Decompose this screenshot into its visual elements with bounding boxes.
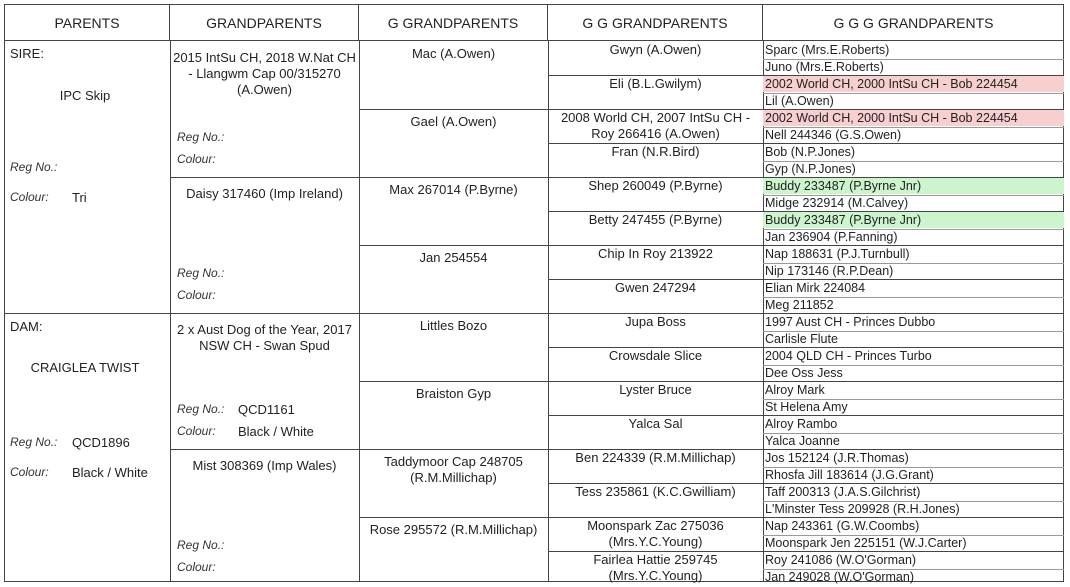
ggg-grandparent: 2004 QLD CH - Princes Turbo: [765, 349, 932, 363]
gg-grandparent: Shep 260049 (P.Byrne): [588, 178, 723, 193]
dam-reg-value: QCD1896: [72, 435, 130, 450]
grandparent-dam-sire: 2 x Aust Dog of the Year, 2017 NSW CH - Swan Spud: [177, 322, 352, 353]
gg-grandparent: 2008 World CH, 2007 IntSu CH - Roy 266416 (A.Owen): [560, 110, 751, 141]
grandparent-sire-sire: 2015 IntSu CH, 2018 W.Nat CH - Llangwm Cap 00/315270 (A.Owen): [173, 50, 356, 97]
ggg-grandparent: Jan 236904 (P.Fanning): [765, 230, 898, 244]
gg-grandparent: Chip In Roy 213922: [598, 246, 713, 261]
ggg-grandparent: 2002 World CH, 2000 IntSu CH - Bob 224454: [763, 76, 1064, 92]
g-grandparent: Rose 295572 (R.M.Millichap): [369, 522, 538, 537]
sire-reg-label: Reg No.:: [10, 160, 58, 174]
g-grandparent: Max 267014 (P.Byrne): [389, 182, 518, 197]
ggg-grandparent: 1997 Aust CH - Princes Dubbo: [765, 315, 936, 329]
gg-grandparent: Fairlea Hattie 259745 (Mrs.Y.C.Young): [593, 552, 718, 583]
col-divider: [548, 41, 549, 581]
gg-grandparent: Betty 247455 (P.Byrne): [588, 212, 723, 227]
ggg-grandparent: Lil (A.Owen): [765, 94, 834, 108]
g-grandparent: Jan 254554: [419, 250, 488, 265]
ggg-grandparent: Midge 232914 (M.Calvey): [765, 196, 909, 210]
reg-label: Reg No.:: [177, 538, 225, 552]
gg-grandparent: Yalca Sal: [628, 416, 683, 431]
ggg-grandparent: Jan 249028 (W.O'Gorman): [765, 570, 914, 584]
colour-label: Colour:: [177, 424, 216, 438]
gg-grandparent: Eli (B.L.Gwilym): [609, 76, 702, 91]
reg-label: Reg No.:: [177, 266, 225, 280]
g-grandparent: Gael (A.Owen): [410, 114, 497, 129]
dam-name: CRAIGLEA TWIST: [30, 360, 140, 375]
ggg-grandparent: Bob (N.P.Jones): [765, 145, 856, 159]
pedigree-table: [4, 4, 1064, 582]
ggg-grandparent: Jos 152124 (J.R.Thomas): [765, 451, 909, 465]
ggg-grandparent: Carlisle Flute: [765, 332, 838, 346]
reg-label: Reg No.:: [177, 402, 225, 416]
header-grandparents: GRANDPARENTS: [170, 5, 359, 41]
sire-role-label: SIRE:: [10, 46, 44, 61]
sire-colour-label: Colour:: [10, 190, 49, 204]
ggg-grandparent: Nell 244346 (G.S.Owen): [765, 128, 902, 142]
ggg-grandparent: Nap 188631 (P.J.Turnbull): [765, 247, 910, 261]
reg-value: QCD1161: [238, 402, 295, 417]
dam-colour-value: Black / White: [72, 465, 148, 480]
ggg-grandparent: Buddy 233487 (P.Byrne Jnr): [763, 178, 1064, 194]
ggg-grandparent: Taff 200313 (J.A.S.Gilchrist): [765, 485, 921, 499]
grandparent-dam-dam: Mist 308369 (Imp Wales): [192, 458, 337, 473]
header-gg-grandparents: G G GRANDPARENTS: [548, 5, 763, 41]
ggg-grandparent: Rhosfa Jill 183614 (J.G.Grant): [765, 468, 934, 482]
gg-grandparent: Gwen 247294: [615, 280, 696, 295]
ggg-grandparent: Gyp (N.P.Jones): [765, 162, 856, 176]
sire-colour-value: Tri: [72, 190, 87, 205]
dam-colour-label: Colour:: [10, 465, 49, 479]
header-g-grandparents: G GRANDPARENTS: [359, 5, 548, 41]
ggg-grandparent: Juno (Mrs.E.Roberts): [765, 60, 884, 74]
ggg-grandparent: Buddy 233487 (P.Byrne Jnr): [763, 212, 1064, 228]
gg-grandparent: Moonspark Zac 275036 (Mrs.Y.C.Young): [587, 518, 724, 549]
gg-grandparent: Tess 235861 (K.C.Gwilliam): [575, 484, 736, 499]
ggg-grandparent: St Helena Amy: [765, 400, 848, 414]
col-divider: [170, 41, 171, 581]
g-grandparent: Braiston Gyp: [415, 386, 492, 401]
header-parents: PARENTS: [5, 5, 170, 41]
col-divider: [359, 41, 360, 581]
colour-label: Colour:: [177, 288, 216, 302]
header-ggg-grandparents: G G G GRANDPARENTS: [763, 5, 1064, 41]
g-grandparent: Littles Bozo: [419, 318, 488, 333]
g-grandparent: Mac (A.Owen): [411, 46, 496, 61]
gg-grandparent: Ben 224339 (R.M.Millichap): [575, 450, 736, 465]
dam-reg-label: Reg No.:: [10, 435, 58, 449]
gg-grandparent: Jupa Boss: [625, 314, 686, 329]
gg-grandparent: Crowsdale Slice: [608, 348, 703, 363]
colour-label: Colour:: [177, 152, 216, 166]
ggg-grandparent: Moonspark Jen 225151 (W.J.Carter): [765, 536, 967, 550]
colour-value: Black / White: [238, 424, 314, 439]
ggg-grandparent: L'Minster Tess 209928 (R.H.Jones): [765, 502, 960, 516]
colour-label: Colour:: [177, 560, 216, 574]
ggg-grandparent: Meg 211852: [765, 298, 834, 312]
ggg-grandparent: Elian Mirk 224084: [765, 281, 866, 295]
gg-grandparent: Fran (N.R.Bird): [611, 144, 700, 159]
reg-label: Reg No.:: [177, 130, 225, 144]
ggg-grandparent: Alroy Rambo: [765, 417, 838, 431]
gg-grandparent: Gwyn (A.Owen): [609, 42, 702, 57]
ggg-grandparent: 2002 World CH, 2000 IntSu CH - Bob 224454: [763, 110, 1064, 126]
ggg-grandparent: Sparc (Mrs.E.Roberts): [765, 43, 890, 57]
gg-grandparent: Lyster Bruce: [619, 382, 692, 397]
g-grandparent: Taddymoor Cap 248705 (R.M.Millichap): [384, 454, 523, 485]
grandparent-sire-dam: Daisy 317460 (Imp Ireland): [186, 186, 343, 201]
ggg-grandparent: Roy 241086 (W.O'Gorman): [765, 553, 917, 567]
ggg-grandparent: Yalca Joanne: [765, 434, 840, 448]
sire-name: IPC Skip: [59, 88, 111, 103]
dam-role-label: DAM:: [10, 319, 43, 334]
ggg-grandparent: Dee Oss Jess: [765, 366, 843, 380]
ggg-grandparent: Alroy Mark: [765, 383, 825, 397]
ggg-grandparent: Nap 243361 (G.W.Coombs): [765, 519, 920, 533]
ggg-grandparent: Nip 173146 (R.P.Dean): [765, 264, 894, 278]
